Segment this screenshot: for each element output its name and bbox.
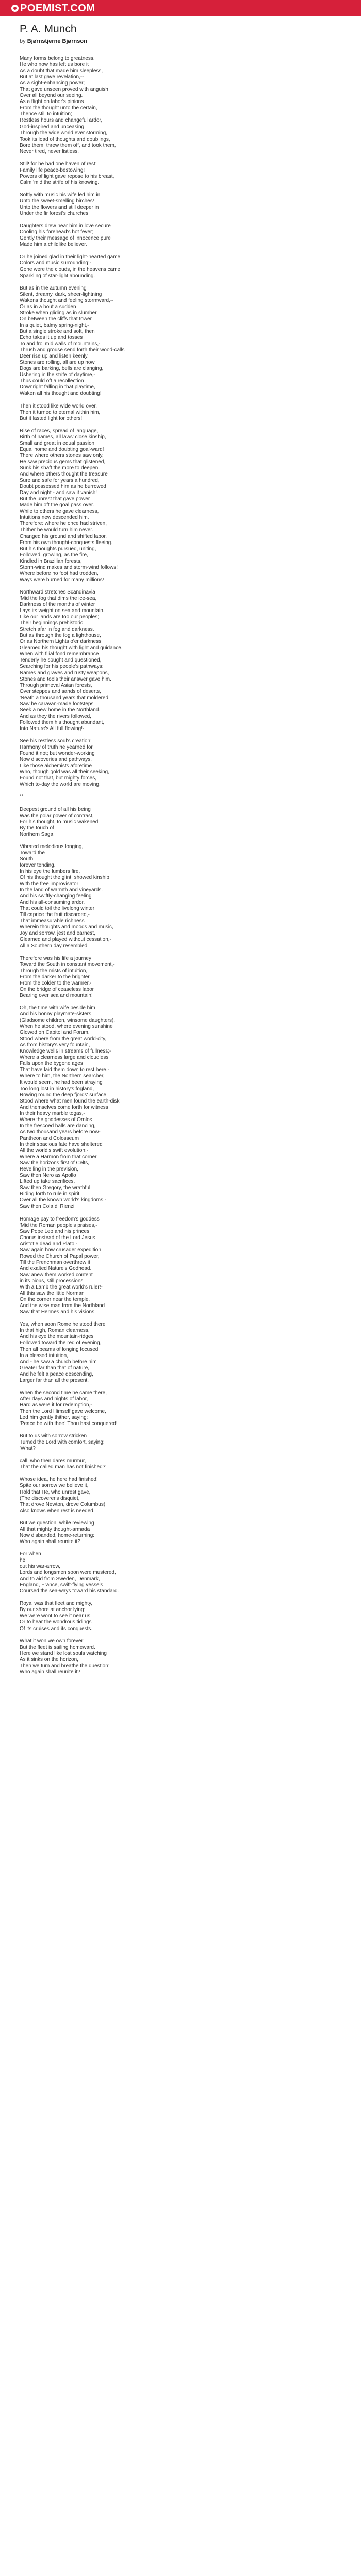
poem-line: God-inspired and unceasing. xyxy=(20,124,86,130)
poem-line: Northward stretches Scandinavia xyxy=(20,589,95,595)
site-logo[interactable] xyxy=(11,3,95,14)
poem-line: And where others thought the treasure xyxy=(20,471,108,478)
poem-line: Over all the known world's kingdoms,- xyxy=(20,1197,107,1204)
poem-line: As a doubt that made him sleepless, xyxy=(20,68,103,74)
poem-stanza xyxy=(20,807,339,838)
poem-line: Aristotle dead and Plato;- xyxy=(20,1241,78,1247)
poem-line: When he stood, where evening sunshine xyxy=(20,1024,113,1030)
poem-line: Where a clearness large and cloudless xyxy=(20,1055,109,1061)
poem-line: From the thought unto the certain, xyxy=(20,105,97,111)
poem-line: There where others stones saw only, xyxy=(20,452,104,459)
poem-line: Now disbanded, home-returning: xyxy=(20,1532,95,1538)
poem-line: Tenderly he sought and questioned, xyxy=(20,657,102,664)
byline-prefix: by xyxy=(20,38,27,44)
poem-line: (The discoverer's disquiet, xyxy=(20,1495,80,1501)
poem-line: As two thousand years before now- xyxy=(20,1129,101,1135)
poem-line: From the colder to the warmer,- xyxy=(20,980,92,986)
poem-line: Here we stand like lost souls watching xyxy=(20,1650,107,1656)
poem-line: Under the fir forest's churches! xyxy=(20,211,90,217)
poem-line: Then we turn and breathe the question: xyxy=(20,1663,110,1669)
poem-line: Intuitions new descended him. xyxy=(20,515,89,521)
poem-line: Found not that, but mighty forces, xyxy=(20,775,96,782)
poem-line: Over steppes and sands of deserts, xyxy=(20,688,101,694)
poem-line: With the free improvisator xyxy=(20,881,78,887)
poem-line: We were wont to see it near us xyxy=(20,1613,91,1619)
poem-line: From the darker to the brighter, xyxy=(20,974,91,980)
poem-stanza xyxy=(20,738,339,788)
poem-line: But at last gave revelation,-- xyxy=(20,74,84,80)
poem-line: Revelling in the prevision, xyxy=(20,1166,78,1173)
poem-line: Lifted up take sacrifices, xyxy=(20,1179,75,1185)
poem-line: he xyxy=(20,1557,26,1563)
poem-stanza xyxy=(20,161,339,186)
poem-stanza xyxy=(20,1458,339,1470)
poem-line: Thrush and grouse send forth their wood-calls xyxy=(20,347,125,353)
poem-line: Many forms belong to greatness. xyxy=(20,56,95,61)
poem-line: Bore them, threw them off, and took them, xyxy=(20,142,116,148)
poem-line: Saw then Nero as Apollo xyxy=(20,1173,76,1179)
poem-line: And - he saw a church before him xyxy=(20,1359,97,1365)
poem-line: Saw again how crusader expedition xyxy=(20,1247,101,1253)
poem-line: Ushering in the strife of daytime,- xyxy=(20,372,95,378)
poem-line: That drove Newton, drove Columbus), xyxy=(20,1501,107,1507)
poem-line: Spite our sorrow we believe it, xyxy=(20,1483,89,1489)
poem-line: Their beginnings prehistoric xyxy=(20,620,83,626)
poem-line: That immeasurable richness xyxy=(20,918,85,924)
poem-line: Homage pay to freedom's goddess xyxy=(20,1216,100,1222)
poem-line: As a sight-enhancing power; xyxy=(20,80,85,87)
poem-line: For when xyxy=(20,1551,41,1557)
poem-line: When with filial fond remembrance xyxy=(20,651,99,657)
poem-line: Joy and sorrow, jest and earnest, xyxy=(20,930,95,937)
poem-line: Wakens thought and feeling stormward,-- xyxy=(20,297,114,303)
poem-line: As from history's very fountain, xyxy=(20,1042,90,1048)
poem-line: Silent, dreamy, dark, sheer-lightning xyxy=(20,291,102,297)
poem-line: Therefore was his life a journey xyxy=(20,955,91,961)
poem-line: And his bonny playmate-sisters xyxy=(20,1011,91,1017)
poem-line: But the fleet is sailing homeward. xyxy=(20,1644,95,1650)
poem-line: Stretch afar in fog and darkness. xyxy=(20,626,94,633)
poem-line: Harmony of truth he yearned for, xyxy=(20,744,94,751)
poem-line: All the world's swift evolution;- xyxy=(20,1148,89,1154)
poem-line: Led him gently thither, saying: xyxy=(20,1415,88,1420)
poem-line: Then it stood like wide world over, xyxy=(20,403,97,409)
poem-line: And themselves come forth for witness xyxy=(20,1104,108,1110)
poem-line: And the wise man from the Northland xyxy=(20,1303,105,1309)
poem-line: Stones are rolling, all are up now, xyxy=(20,360,96,366)
poem-line: What it won we own forever; xyxy=(20,1638,85,1644)
poem-line: All a Southern day resembled! xyxy=(20,943,89,949)
poem-line: Where the goddesses of Ornlos xyxy=(20,1116,92,1123)
poem-line: Hold that He, who unrest gave, xyxy=(20,1489,91,1495)
poem-line: But his thoughts pursued, uniting, xyxy=(20,546,96,552)
poem-line: Sunk his shaft the more to deepen. xyxy=(20,465,100,471)
poem-line: And his all-consuming ardor, xyxy=(20,900,85,906)
poem-stanza xyxy=(20,428,339,583)
poem-line: Dogs are barking, bells are clanging, xyxy=(20,366,104,372)
poem-line: Toward the South in constant movement,- xyxy=(20,961,115,968)
poem-line: Now discoveries and pathways, xyxy=(20,757,92,763)
poem-line: All this saw the little Norman xyxy=(20,1291,85,1297)
poem-line: While to others he gave clearness, xyxy=(20,509,99,515)
poem-line: Downright falling in that playtime, xyxy=(20,384,95,391)
poem-line: out his war-arrow, xyxy=(20,1564,60,1570)
poem-line: Kindled in Brazilian forests, xyxy=(20,558,82,564)
poem-line: Lords and longsmen soon were mustered, xyxy=(20,1570,116,1576)
poem-line: But it lasted light for others! xyxy=(20,415,83,421)
poem-line: But as through the fog a lighthouse, xyxy=(20,633,101,639)
poem-line: Waken all his thought and doubting! xyxy=(20,391,102,397)
poem-line: On the corner near the temple, xyxy=(20,1297,90,1303)
poem-stanza xyxy=(20,1477,339,1514)
poem-line: In that high, Roman clearness, xyxy=(20,1328,90,1334)
poem-stanza xyxy=(20,56,339,155)
poem-line: Was the polar power of contrast, xyxy=(20,812,94,819)
poem-line: Rowing round the deep fjords' surface; xyxy=(20,1092,108,1098)
poem-line: Small and great in equal passion, xyxy=(20,440,96,446)
poem-line: England, France, swift-flying vessels xyxy=(20,1582,103,1588)
poem-line: Like those alchemists aforetime xyxy=(20,763,92,769)
poem-line: 'Mid the Roman people's praises,- xyxy=(20,1222,97,1228)
poem-line: In their heavy marble togas,- xyxy=(20,1110,85,1116)
poem-stanza xyxy=(20,1601,339,1632)
poem-stanza xyxy=(20,1520,339,1545)
poem-line: That could toil the livelong winter xyxy=(20,906,95,912)
poem-line: By the touch of xyxy=(20,825,54,831)
poem-line: Sparkling of star-light abounding. xyxy=(20,273,95,279)
poem-line: And exalted Nature's Godhead. xyxy=(20,1265,92,1272)
poem-line: Who again shall reunite it? xyxy=(20,1669,80,1675)
poem-line: Never tired, never listless. xyxy=(20,148,79,155)
poem-line: Stroke when gliding as in slumber xyxy=(20,310,97,316)
poem-line: From his own thought-conquests fleeing. xyxy=(20,539,113,546)
poem-line: Equal home and doubting goal-ward! xyxy=(20,446,104,452)
poem-line: Then the Lord Himself gave welcome, xyxy=(20,1408,106,1414)
poem-line: Into Nature's All full flowing!- xyxy=(20,725,85,732)
poem-line: Darkness of the months of winter xyxy=(20,602,95,607)
poem-line: Unto the flowers and still deeper in xyxy=(20,205,99,211)
poem-line: Gleamed and played without cessation,- xyxy=(20,937,111,943)
poem-line: When the second time he came there, xyxy=(20,1389,107,1396)
author-link[interactable]: Bjørnstjerne Bjørnson xyxy=(27,38,87,44)
poem-line: Over all beyond our seeing. xyxy=(20,93,83,99)
poem-line: Larger far than all the present. xyxy=(20,1377,89,1383)
poem-line: Too long lost in history's fogland, xyxy=(20,1086,94,1092)
poem-line: And he felt a peace descending, xyxy=(20,1371,93,1377)
poem-line: Knowledge wells in streams of fullness;- xyxy=(20,1048,111,1055)
poem-line: ** xyxy=(20,794,24,800)
poem-line: Till caprice the fruit discarded,- xyxy=(20,912,90,918)
poem-line: Greater far than that of nature, xyxy=(20,1365,90,1371)
poem-line: Toward the xyxy=(20,850,45,856)
site-logo-text: POEMIST.COM xyxy=(20,3,95,14)
poem-line: Through the mists of intuition, xyxy=(20,968,88,974)
poem-line: By our shore at anchor lying: xyxy=(20,1607,86,1613)
poem-line: Where a Harmon from that corner xyxy=(20,1154,97,1160)
poem-line: But to us with sorrow stricken xyxy=(20,1433,87,1439)
poem-line: Of his thought the glint, showed kinship xyxy=(20,875,109,880)
poem-line: Glowed on Capitol and Forum, xyxy=(20,1030,90,1036)
poem-line: Saw the horizons first of Celts, xyxy=(20,1160,90,1166)
poem-line: Or as in a bout a sudden xyxy=(20,303,76,310)
poem-line: In his eye the lumbers fire, xyxy=(20,868,80,874)
poem-stanza xyxy=(20,403,339,422)
poem-line: Yes, when soon Rome he stood there xyxy=(20,1321,106,1328)
poem-line: Saw that Hermes and his visions. xyxy=(20,1309,96,1315)
poem-line: Powers of light gave repose to his breast, xyxy=(20,173,114,179)
poem-line: Day and night - and saw it vanish! xyxy=(20,490,97,496)
poem-line: Where before no foot had trodden, xyxy=(20,570,99,577)
poem-stanza xyxy=(20,1321,339,1383)
poem-line: In the frescoed halls are dancing, xyxy=(20,1123,96,1129)
poem-line: Lays its weight on sea and mountain. xyxy=(20,608,105,614)
poem-line: Hard as were it for redemption,- xyxy=(20,1402,92,1408)
poem-line: Vibrated melodious longing, xyxy=(20,843,84,850)
poem-line: Who again shall reunite it? xyxy=(20,1538,80,1545)
poem-line: Through the wide world ever storming, xyxy=(20,130,108,136)
poem-stanza xyxy=(20,1551,339,1595)
poem-byline xyxy=(20,38,87,45)
poem-line: Falls upon the bygone ages xyxy=(20,1061,83,1067)
poem-line: Saw then Gregory, the wrathful, xyxy=(20,1185,92,1191)
poem-line: But a single stroke and soft, then xyxy=(20,328,95,334)
poem-line: On the bridge of ceaseless labor xyxy=(20,986,94,992)
poem-line: And his eye the mountain-ridges xyxy=(20,1334,94,1340)
poem-line: Names and graves and rusty weapons, xyxy=(20,670,109,676)
poem-line: Rise of races, spread of language, xyxy=(20,428,99,434)
poem-line: And to aid from Sweden, Denmark, xyxy=(20,1576,100,1582)
poem-line: 'Mid the fog that dims the ice-sea, xyxy=(20,595,97,601)
poem-line: He saw precious gems that glistened, xyxy=(20,459,106,465)
poem-line: Oh, the time with wife beside him xyxy=(20,1005,95,1011)
poem-line: Saw then Cola di Rienzi xyxy=(20,1204,75,1210)
poem-stanza xyxy=(20,1005,339,1210)
poem-stanza xyxy=(20,1638,339,1675)
poem-line: For his thought, to music wakened xyxy=(20,819,99,825)
poem-line: In the land of warmth and vineyards. xyxy=(20,887,103,893)
poem-line: Whose idea, he here had finished! xyxy=(20,1477,98,1483)
poem-line: Calm 'mid the strife of his knowing. xyxy=(20,179,100,185)
poem-line: Or to hear the wondrous tidings xyxy=(20,1619,92,1625)
poem-line: Chorus instead of the Lord Jesus xyxy=(20,1234,95,1241)
poem-stanza xyxy=(20,1216,339,1316)
poem-line: Still! for he had one haven of rest: xyxy=(20,161,97,167)
poem-line: That have laid them down to rest here,- xyxy=(20,1067,109,1073)
poem-line: Gently their message of innocence pure xyxy=(20,235,111,242)
poem-line: Then all beams of longing focused xyxy=(20,1346,99,1352)
poem-stanza xyxy=(20,844,339,950)
poem-line: Of its cruises and its conquests. xyxy=(20,1625,93,1632)
poem-line: 'Neath a thousand years that moldered, xyxy=(20,694,110,701)
poem-line: Deepest ground of all his being xyxy=(20,806,91,812)
poem-line: And as they the rivers followed, xyxy=(20,713,91,719)
poem-line: Storm-wind makes and storm-wind follows! xyxy=(20,564,118,570)
poem-line: Took its load of thoughts and doublings, xyxy=(20,136,110,142)
poem-line: Made him oft the goal pass over. xyxy=(20,502,94,509)
poem-line: Saw he caravan-made footsteps xyxy=(20,701,94,707)
poem-line: Made him a childlike believer. xyxy=(20,242,87,248)
poem-line: But the unrest that gave power xyxy=(20,496,90,502)
poem-line: Echo takes it up and tosses xyxy=(20,335,83,341)
poem-line: Saw anew them worked content xyxy=(20,1272,93,1278)
poem-line: Where to him, the Northern searcher, xyxy=(20,1073,105,1079)
poem-line: Birth of names, all laws' close kinship, xyxy=(20,434,106,440)
poem-line: With a Lamb the great world's ruler!- xyxy=(20,1284,103,1291)
poem-line: Stood where what men found the earth-disk xyxy=(20,1098,120,1104)
poem-line: Followed toward the red of evening, xyxy=(20,1340,102,1346)
poem-line: Cooling his forehead's hot fever; xyxy=(20,229,94,235)
poem-body xyxy=(20,56,339,1682)
poem-stanza xyxy=(20,589,339,732)
poem-line: in its pious, still processions xyxy=(20,1278,84,1284)
poem-line: Searching for his people's pathways: xyxy=(20,664,104,670)
poem-line: In a quiet, balmy spring-night,- xyxy=(20,322,89,328)
poem-line: Ways were burned for many millions! xyxy=(20,577,104,583)
poem-line: Through primeval Asian forests, xyxy=(20,682,92,688)
poem-line: 'Peace be with thee! Thou hast conquered!' xyxy=(20,1421,119,1427)
poem-line: Changed his ground and shifted labor, xyxy=(20,533,107,539)
poem-line: It would seem, he had been straying xyxy=(20,1079,103,1086)
poem-line: Stood where from the great world-city, xyxy=(20,1036,107,1042)
poem-line: That gave unseen proved with anguish xyxy=(20,87,108,93)
poem-line: Followed them his thought abundant, xyxy=(20,719,104,725)
poem-line: Saw Pope Leo and his princes xyxy=(20,1228,90,1234)
poem-line: Family life peace-bestowing! xyxy=(20,167,85,173)
poem-line: Till the Frenchman overthrew it xyxy=(20,1259,90,1265)
poem-line: Deer rise up and listen keenly, xyxy=(20,353,89,360)
poem-line: Softly with music his wife led him in xyxy=(20,192,101,198)
poem-line: As a flight on labor's pinions xyxy=(20,99,84,105)
poem-line: Northern Saga xyxy=(20,831,54,837)
poem-line: Riding forth to rule in spirit xyxy=(20,1191,80,1197)
poem-line: Wherein thoughts and moods and music, xyxy=(20,924,113,930)
poem-line: He who now has left us bore it xyxy=(20,62,89,68)
poem-line: Unto the sweet-smelling birches! xyxy=(20,198,94,205)
poem-stanza xyxy=(20,285,339,397)
poem-line: 'What? xyxy=(20,1446,36,1452)
poem-line: forever tending. xyxy=(20,862,56,868)
poem-line: Then it turned to eternal within him, xyxy=(20,409,101,415)
poem-line: Therefore: where he once had striven, xyxy=(20,521,107,527)
poem-line: But we question, while reviewing xyxy=(20,1520,94,1526)
poem-line: That the called man has not finished?' xyxy=(20,1464,107,1470)
poem-line: Which to-day the world are moving. xyxy=(20,782,101,788)
poem-line: All that mighty thought-armada xyxy=(20,1526,90,1532)
poem-line: Sure and safe for years a hundred, xyxy=(20,478,100,484)
poem-line: Thence still to intuition; xyxy=(20,111,72,117)
poem-line: Like our lands are too our peoples; xyxy=(20,614,99,620)
poem-line: In a blessed intuition, xyxy=(20,1352,68,1359)
top-bar xyxy=(0,0,361,16)
poem-stanza xyxy=(20,956,339,999)
poem-line: Turned the Lord with comfort, saying: xyxy=(20,1439,105,1446)
poem-line: Bearing over sea and mountain! xyxy=(20,992,93,998)
poem-line: Gleamed his thought with light and guidance. xyxy=(20,645,123,651)
poem-line: And his swiftly-changing feeling xyxy=(20,893,92,900)
poem-line: Coursed the sea-ways toward his standard. xyxy=(20,1588,119,1595)
poem-line: Doubt possessed him as he burrowed xyxy=(20,484,106,490)
poem-line: South xyxy=(20,856,34,862)
poem-line: Restless hours and changeful ardor, xyxy=(20,117,103,124)
poem-stanza xyxy=(20,254,339,279)
poem-line: Or he joined glad in their light-hearted game, xyxy=(20,254,122,260)
poem-line: Who, though gold was all their seeking, xyxy=(20,769,109,775)
poem-line: Or as Northern Lights o'er darkness, xyxy=(20,639,103,645)
poem-line: Followed, growing, as the fire, xyxy=(20,552,88,558)
poem-line: Pantheon and Colosseum xyxy=(20,1135,79,1141)
poem-stanza xyxy=(20,1390,339,1427)
poem-stanza xyxy=(20,223,339,248)
poem-line: After days and nights of labor, xyxy=(20,1396,88,1402)
poem-line: (Gladsome children, winsome daughters), xyxy=(20,1018,116,1024)
poem-line: Rowed the Church of Papal power, xyxy=(20,1253,100,1259)
poem-line: See his restless soul's creation! xyxy=(20,738,92,744)
poem-line: Thither he would turn him never. xyxy=(20,527,93,533)
poem-line: Daughters drew near him in love secure xyxy=(20,223,111,229)
poem-line: In their spacious fate have sheltered xyxy=(20,1141,103,1147)
poem-line: Found it not; but wonder-working xyxy=(20,751,95,757)
poem-stanza xyxy=(20,1433,339,1452)
poem-line: call, who then dares murmur, xyxy=(20,1458,86,1464)
poem-line: But as in the autumn evening xyxy=(20,285,87,291)
poem-line: Royal was that fleet and mighty, xyxy=(20,1601,92,1607)
poem-line: As it sinks on the horizon, xyxy=(20,1656,78,1663)
poem-line: Stones and tools their answer gave him. xyxy=(20,676,111,682)
poem-line: Gone were the clouds, in the heavens came xyxy=(20,266,121,273)
poem-line: Also knows when rest is needed. xyxy=(20,1507,95,1514)
poemist-logo-icon xyxy=(11,5,19,12)
poem-stanza xyxy=(20,192,339,217)
poem-line: Thus could oft a recollection xyxy=(20,378,84,384)
poem-line: Colors and music surrounding;- xyxy=(20,260,91,266)
poem-line: On between the cliffs that tower xyxy=(20,316,92,322)
poem-title: P. A. Munch xyxy=(20,23,77,35)
poem-line: Seek a new home in the Northland. xyxy=(20,707,101,713)
poem-line: To and fro' mid walls of mountains,- xyxy=(20,341,101,347)
poem-stanza xyxy=(20,794,339,800)
